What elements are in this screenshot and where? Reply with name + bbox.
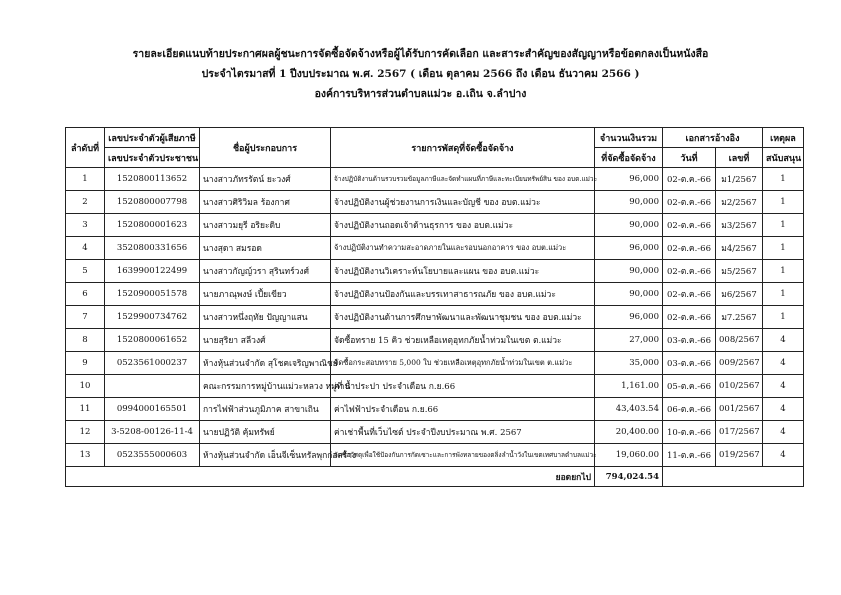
row-amount: 35,000 [595, 352, 663, 375]
table-row [66, 398, 804, 421]
row-taxid: 3520800331656 [105, 237, 200, 260]
row-vendor: นายภาณุพงษ์ เปี้ยเขียว [200, 283, 331, 306]
header-citizen-id: เลขประจำตัวประชาชน [105, 148, 200, 168]
row-reason: 1 [763, 260, 804, 283]
table-row [66, 283, 804, 306]
row-vendor: นางสาวกัญญ์วรา สุรินทร์วงศ์ [200, 260, 331, 283]
row-reason: 4 [763, 375, 804, 398]
row-amount: 27,000 [595, 329, 663, 352]
row-vendor: นางสาวภัทรรัตน์ ยะวงศ์ [200, 168, 331, 191]
row-item: จ้างปฏิบัติงานด้านรวบรวมข้อมูลภาษีและจัดทำแผนที่ภาษีและทะเบียนทรัพย์สิน ของ อบต.แม่วะ [331, 168, 595, 191]
row-refno: ม3/2567 [716, 214, 763, 237]
row-date: 05-ต.ค.-66 [663, 375, 716, 398]
row-reason: 1 [763, 283, 804, 306]
row-item: ค่าน้ำประปา ประจำเดือน ก.ย.66 [331, 375, 595, 398]
row-amount: 19,060.00 [595, 444, 663, 467]
row-taxid: 1520800113652 [105, 168, 200, 191]
row-refno: 017/2567 [716, 421, 763, 444]
table-row [66, 352, 804, 375]
row-taxid: 1520900051578 [105, 283, 200, 306]
row-item: จ้างปฏิบัติงานวิเคราะห์นโยบายและแผน ของ อบต.แม่วะ [331, 260, 595, 283]
row-number: 12 [66, 421, 105, 444]
row-amount: 90,000 [595, 214, 663, 237]
row-taxid: 3-5208-00126-11-4 [105, 421, 200, 444]
header-taxid: เลขประจำตัวผู้เสียภาษี [105, 128, 200, 148]
row-item: จัดซื้อทราย 15 คิว ช่วยเหลือเหตุอุทกภัยน้ำท่วมในเขต ต.แม่วะ [331, 329, 595, 352]
row-taxid: 0523561000237 [105, 352, 200, 375]
row-refno: 009/2567 [716, 352, 763, 375]
row-vendor: นางสาวศิริวิมล ร้องกาศ [200, 191, 331, 214]
row-amount: 96,000 [595, 306, 663, 329]
row-number: 9 [66, 352, 105, 375]
row-amount: 96,000 [595, 237, 663, 260]
row-date: 02-ต.ค.-66 [663, 214, 716, 237]
row-refno: 019/2567 [716, 444, 763, 467]
table-row [66, 260, 804, 283]
row-refno: ม1/2567 [716, 168, 763, 191]
row-item: จ้างปฏิบัติงานทำความสะอาดภายในและรอบนอกอาคาร ของ อบต.แม่วะ [331, 237, 595, 260]
row-date: 02-ต.ค.-66 [663, 168, 716, 191]
row-number: 3 [66, 214, 105, 237]
table-row [66, 421, 804, 444]
row-date: 02-ต.ค.-66 [663, 306, 716, 329]
row-vendor: คณะกรรมการหมู่บ้านแม่วะหลวง หมู่ที่ 8 [200, 375, 331, 398]
row-taxid: 0523555000603 [105, 444, 200, 467]
row-item: จัดซื้อกระสอบทราย 5,000 ใบ ช่วยเหลือเหตุอุทกภัยน้ำท่วมในเขต ต.แม่วะ [331, 352, 595, 375]
row-vendor: นายสุริยา สลีวงศ์ [200, 329, 331, 352]
row-date: 06-ต.ค.-66 [663, 398, 716, 421]
procurement-table [65, 127, 804, 487]
row-item: จ้างปฏิบัติงานด้านการศึกษาพัฒนาและพัฒนาชุมชน ของ อบต.แม่วะ [331, 306, 595, 329]
row-refno: ม4/2567 [716, 237, 763, 260]
table-row [66, 306, 804, 329]
row-refno: 001/2567 [716, 398, 763, 421]
row-date: 10-ต.ค.-66 [663, 421, 716, 444]
row-taxid: 1639900122499 [105, 260, 200, 283]
row-number: 8 [66, 329, 105, 352]
header-no: ลำดับที่ [66, 128, 105, 168]
row-date: 03-ต.ค.-66 [663, 329, 716, 352]
row-item: จ้างปฏิบัติงานถอดเจ้าด้านธุรการ ของ อบต.แม่วะ [331, 214, 595, 237]
header-date: วันที่ [663, 148, 716, 168]
row-amount: 90,000 [595, 283, 663, 306]
document-agency: องค์การบริหารส่วนตำบลแม่วะ อ.เถิน จ.ลำปาง [314, 88, 527, 100]
row-date: 03-ต.ค.-66 [663, 352, 716, 375]
row-reason: 1 [763, 168, 804, 191]
row-date: 02-ต.ค.-66 [663, 237, 716, 260]
row-vendor: การไฟฟ้าส่วนภูมิภาค สาขาเถิน [200, 398, 331, 421]
row-vendor: ห้างหุ้นส่วนจำกัด สุโชคเจริญพาณิชย์ [200, 352, 331, 375]
row-reason: 4 [763, 352, 804, 375]
table-row [66, 168, 804, 191]
header-reason-2: สนับสนุน [763, 148, 804, 168]
row-taxid: 1520800061652 [105, 329, 200, 352]
header-refno: เลขที่ [716, 148, 763, 168]
header-amount: จำนวนเงินรวม [595, 128, 663, 148]
row-item: จ้างปฏิบัติงานป้องกันและบรรเทาสาธารณภัย ของ อบต.แม่วะ [331, 283, 595, 306]
row-vendor: นางสุดา สมรอด [200, 237, 331, 260]
row-reason: 4 [763, 398, 804, 421]
row-number: 2 [66, 191, 105, 214]
table-row [66, 375, 804, 398]
row-reason: 1 [763, 191, 804, 214]
total-label: ยอดยกไป [66, 467, 595, 487]
table-body [66, 168, 804, 467]
row-vendor: นายปฏิวัติ คุ้มทรัพย์ [200, 421, 331, 444]
row-date: 11-ต.ค.-66 [663, 444, 716, 467]
row-vendor: ห้างหุ้นส่วนจำกัด เอ็นจีเซ็นทรัลพุกก่อสร้าง [200, 444, 331, 467]
header-vendor: ชื่อผู้ประกอบการ [200, 128, 331, 168]
row-reason: 4 [763, 329, 804, 352]
table-row [66, 444, 804, 467]
header-reason: เหตุผล [763, 128, 804, 148]
table-row [66, 237, 804, 260]
row-item: ค่าไฟฟ้าประจำเดือน ก.ย.66 [331, 398, 595, 421]
row-number: 10 [66, 375, 105, 398]
row-date: 02-ต.ค.-66 [663, 260, 716, 283]
row-number: 1 [66, 168, 105, 191]
total-blank [663, 467, 804, 487]
table-row [66, 214, 804, 237]
row-number: 7 [66, 306, 105, 329]
row-item: ค่าเช่าพื้นที่เว็บไซต์ ประจำปีงบประมาณ พ.ศ. 2567 [331, 421, 595, 444]
row-date: 02-ต.ค.-66 [663, 283, 716, 306]
row-number: 4 [66, 237, 105, 260]
row-amount: 90,000 [595, 260, 663, 283]
row-reason: 4 [763, 421, 804, 444]
document-period: ประจำไตรมาสที่ 1 ปีงบประมาณ พ.ศ. 2567 ( เดือน ตุลาคม 2566 ถึง เดือน ธันวาคม 2566 ) [201, 68, 640, 80]
row-number: 5 [66, 260, 105, 283]
row-number: 11 [66, 398, 105, 421]
total-amount: 794,024.54 [595, 467, 663, 487]
row-reason: 1 [763, 306, 804, 329]
row-taxid [105, 375, 200, 398]
row-number: 6 [66, 283, 105, 306]
row-vendor: นางสาวหนึ่งฤทัย ปัญญาแสน [200, 306, 331, 329]
row-refno: ม2/2567 [716, 191, 763, 214]
row-item: จัดซื้อวัสดุเพื่อใช้ป้องกันการกัดเซาะและการพังทลายของตลิ่งลำน้ำวังในเขตเทศบาลตำบลแม่วะ [331, 444, 595, 467]
document-title-block [0, 44, 841, 104]
row-refno: 010/2567 [716, 375, 763, 398]
table-header [66, 128, 804, 168]
row-refno: ม5/2567 [716, 260, 763, 283]
document-title: รายละเอียดแนบท้ายประกาศผลผู้ชนะการจัดซื้อจัดจ้างหรือผู้ได้รับการคัดเลือก และสาระสำคัญของสัญญาหรือข้อตกลงเป็นหนังสือ [132, 48, 709, 60]
row-amount: 20,400.00 [595, 421, 663, 444]
row-reason: 1 [763, 237, 804, 260]
row-amount: 43,403.54 [595, 398, 663, 421]
header-amount-2: ที่จัดซื้อจัดจ้าง [595, 148, 663, 168]
row-refno: ม6/2567 [716, 283, 763, 306]
table-footer [66, 467, 804, 487]
header-item: รายการพัสดุที่จัดซื้อจัดจ้าง [331, 128, 595, 168]
row-amount: 90,000 [595, 191, 663, 214]
header-ref: เอกสารอ้างอิง [663, 128, 763, 148]
row-number: 13 [66, 444, 105, 467]
table-row [66, 329, 804, 352]
row-reason: 1 [763, 214, 804, 237]
row-taxid: 0994000165501 [105, 398, 200, 421]
row-taxid: 1520800007798 [105, 191, 200, 214]
row-amount: 96,000 [595, 168, 663, 191]
row-item: จ้างปฏิบัติงานผู้ช่วยงานการเงินและบัญชี ของ อบต.แม่วะ [331, 191, 595, 214]
row-vendor: นางสาวมยุรี อริยะดิบ [200, 214, 331, 237]
table-row [66, 191, 804, 214]
row-amount: 1,161.00 [595, 375, 663, 398]
row-taxid: 1529900734762 [105, 306, 200, 329]
row-refno: 008/2567 [716, 329, 763, 352]
row-date: 02-ต.ค.-66 [663, 191, 716, 214]
row-taxid: 1520800001623 [105, 214, 200, 237]
row-refno: ม7.2567 [716, 306, 763, 329]
row-reason: 4 [763, 444, 804, 467]
